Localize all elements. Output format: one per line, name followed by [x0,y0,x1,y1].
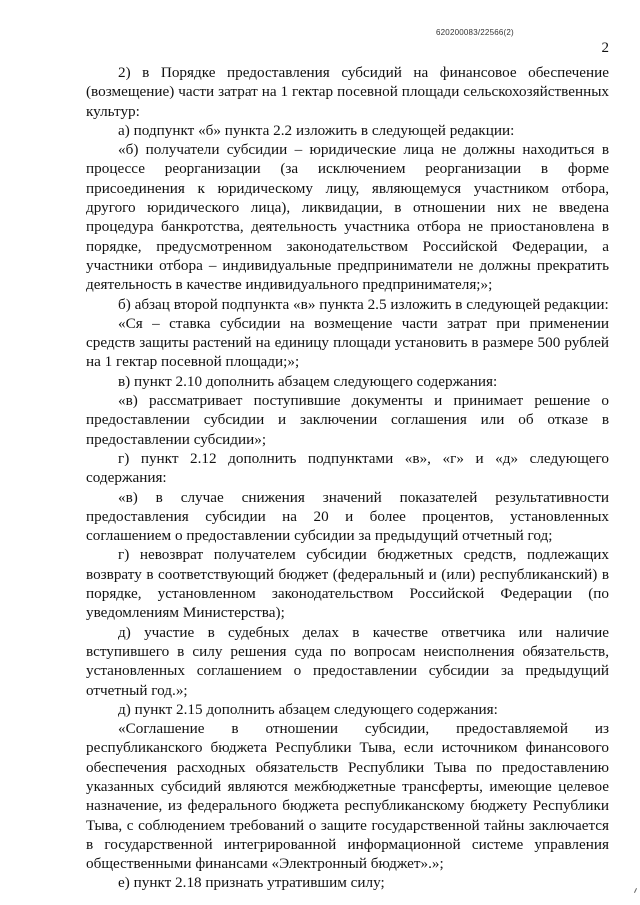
paragraph-item-d: д) пункт 2.15 дополнить абзацем следующего содержания: [118,700,498,718]
document-body [86,63,609,893]
paragraph-procedure-intro: 2) в Порядке предоставления субсидий на финансовое обеспечение (возмещение) части затрат на 1 гектар посевной площади сельскохозяйственных культур: [86,64,609,120]
paragraph-item-e: е) пункт 2.18 признать утратившим силу; [118,874,385,892]
page-number: 2 [601,40,609,56]
paragraph-item-g: г) пункт 2.12 дополнить подпунктами «в», «г» и «д» следующего содержания: [86,449,609,487]
paragraph-quote-v-indicators: «в) в случае снижения значений показателей результативности предоставления субсидии на 20 и более процентов, установленных соглашением о предоставлении субсидии за предыдущий отчетный год; [86,488,609,545]
paragraph-item-v: в) пункт 2.10 дополнить абзацем следующего содержания: [118,372,498,390]
paragraph-quote-rate: «Ся – ставка субсидии на возмещение части затрат при применении средств защиты растений на единицу площади установить в размере 500 рублей на 1 гектар посевной площади;»; [86,314,609,371]
paragraph-quote-g-nonreturn: г) невозврат получателем субсидии бюджетных средств, подлежащих возврату в соответствующий бюджет (федеральный и (или) республиканский) в порядке, установленном законодательством Российской Федерации (по уведомлениям Министерства); [86,546,609,622]
paragraph-quote-v-review: «в) рассматривает поступившие документы и принимает решение о предоставлении субсидии и заключении соглашения или об отказе в предоставлении субсидии»; [86,392,609,448]
paragraph-quote-agreement: «Соглашение в отношении субсидии, предоставляемой из республиканского бюджета Республики Тыва, если источником финансового обеспечения расходных обязательств Республики Тыва по предоставлению указанных субсидий являются межбюджетные трансферты, имеющие целевое назначение, из федерального бюджета республиканскому бюджету Республики Тыва, с соблюдением требований о защите государственной тайны заключается в государственной интегрированной информационной системе управления общественными финансами «Электронный бюджет».»; [86,720,609,873]
corner-mark [634,888,637,893]
paragraph-quote-d-litigation: д) участие в судебных делах в качестве ответчика или наличие вступившего в силу решения суда по вопросам неисполнения обязательств, установленных соглашением о предоставлении субсидии за предыдущий отчетный год.»; [86,623,609,699]
paragraph-item-a: а) подпункт «б» пункта 2.2 изложить в следующей редакции: [118,121,515,139]
paragraph-quote-b-recipients: «б) получатели субсидии – юридические лица не должны находиться в процессе реорганизации (за исключением реорганизации в форме присоединения к юридическому лицу, являющемуся участником отбора, другого юридического лица), ликвидации, в отношении них не введена процедура банкротства, деятельность участника отбора не приостановлена в порядке, предусмотренном законодательством Российской Федерации, а участники отбора – индивидуальные предприниматели не должны прекратить деятельность в качестве индивидуального предпринимателя;»; [86,141,609,294]
paragraph-item-b: б) абзац второй подпункта «в» пункта 2.5 изложить в следующей редакции: [118,295,609,313]
document-code: 620200083/22566(2) [436,28,514,37]
